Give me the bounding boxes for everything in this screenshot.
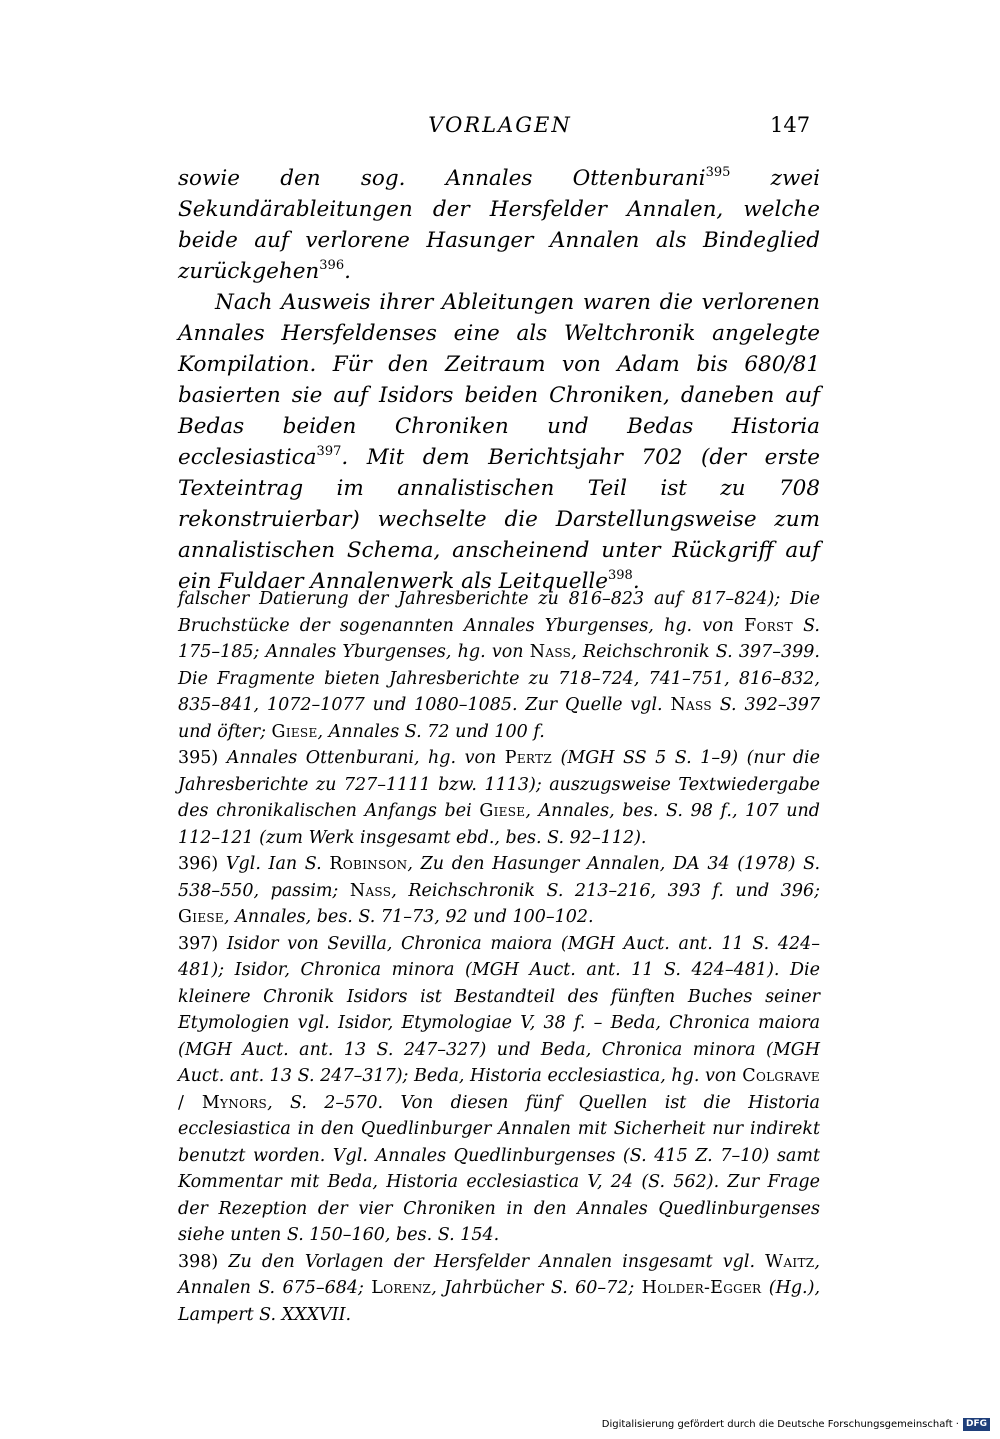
footnote-ref-397: 397	[316, 444, 342, 459]
footnote-number: 397)	[178, 933, 219, 954]
paragraph-1: sowie den sog. Annales Ottenburani$^{395}$ zwei Sekundärableitungen der Hersfelder Annalen, welche beide auf verlorene Hasunger Annalen als Bindeglied zurückgehen$^{396}$.	[178, 165, 820, 284]
footnote-continuation: falscher Datierung der Jahresberichte zu 816–823 auf 817–824); Die Bruchstücke der sogenannten Annales Yburgenses, hg. von Forst S. 175–185; Annales Yburgenses, hg. von Nass, Reichschronik S. 397–399. Die Fragmente bieten Jahresberichte zu 718–724, 741–751, 816–832, 835–841, 1072–1077 und 1080–1085. Zur Quelle vgl. Nass S. 392–397 und öfter; Giese, Annales S. 72 und 100 f.	[178, 589, 820, 742]
paragraph-2: Nach Ausweis ihrer Ableitungen waren die verlorenen Annales Hersfeldenses eine als Weltchronik angelegte Kompilation. Für den Zeitraum von Adam bis 680/81 basierten sie auf Isidors beiden Chroniken, daneben auf Bedas beiden Chroniken und Bedas Historia ecclesiastica$^{397}$. Mit dem Berichtsjahr 702 (der erste Texteintrag im annalistischen Teil ist zu 708 rekonstruierbar) wechselte die Darstellungsweise zum annalistischen Schema, anscheinend unter Rückgriff auf ein Fuldaer Annalenwerk als Leitquelle$^{398}$.	[178, 290, 820, 594]
running-title: VORLAGEN	[428, 113, 572, 137]
footnote-396: 396) Vgl. Ian S. Robinson, Zu den Hasunger Annalen, DA 34 (1978) S. 538–550, passim; Nass, Reichschronik S. 213–216, 393 f. und 396; Giese, Annales, bes. S. 71–73, 92 und 100–102.	[178, 854, 821, 927]
footnote-number: 395)	[178, 748, 219, 768]
funding-note: Digitalisierung gefördert durch die Deutsche Forschungsgemeinschaft ·	[601, 1419, 959, 1430]
footnote-ref-396: 396	[319, 258, 345, 273]
main-text	[178, 163, 820, 597]
footnote-number: 398)	[178, 1251, 219, 1272]
footnote-395: 395) Annales Ottenburani, hg. von Pertz (MGH SS 5 S. 1–9) (nur die Jahresberichte zu 727–1111 bzw. 1113); auszugsweise Textwiedergabe des chronikalischen Anfangs bei Giese, Annales, bes. S. 98 f., 107 und 112–121 (zum Werk insgesamt ebd., bes. S. 92–112).	[178, 748, 820, 848]
dfg-logo: DFG	[963, 1418, 990, 1431]
footnote-ref-398: 398	[607, 568, 633, 583]
footnote-ref-395: 395	[705, 165, 731, 180]
footnotes	[178, 586, 820, 1328]
footnote-number: 396)	[178, 854, 219, 874]
page-number: 147	[770, 113, 811, 137]
footnote-397: 397) Isidor von Sevilla, Chronica maiora (MGH Auct. ant. 11 S. 424–481); Isidor, Chronica minora (MGH Auct. ant. 11 S. 424–481). Die kleinere Chronik Isidors ist Bestandteil des fünften Buches seiner Etymologien vgl. Isidor, Etymologiae V, 38 f. – Beda, Chronica maiora (MGH Auct. ant. 13 S. 247–327) und Beda, Chronica minora (MGH Auct. ant. 13 S. 247–317); Beda, Historia ecclesiastica, hg. von Colgrave / Mynors, S. 2–570. Von diesen fünf Quellen ist die Historia ecclesiastica in den Quedlinburger Annalen mit Sicherheit nur indirekt benutzt worden. Vgl. Annales Quedlinburgenses (S. 415 Z. 7–10) samt Kommentar mit Beda, Historia ecclesiastica V, 24 (S. 562). Zur Frage der Rezeption der vier Chroniken in den Annales Quedlinburgenses siehe unten S. 150–160, bes. S. 154.	[178, 933, 820, 1245]
footnote-398: 398) Zu den Vorlagen der Hersfelder Annalen insgesamt vgl. Waitz, Annalen S. 675–684; Lorenz, Jahrbücher S. 60–72; Holder-Egger (Hg.), Lampert S. XXXVII.	[178, 1251, 821, 1325]
digitization-footer	[598, 1418, 990, 1431]
